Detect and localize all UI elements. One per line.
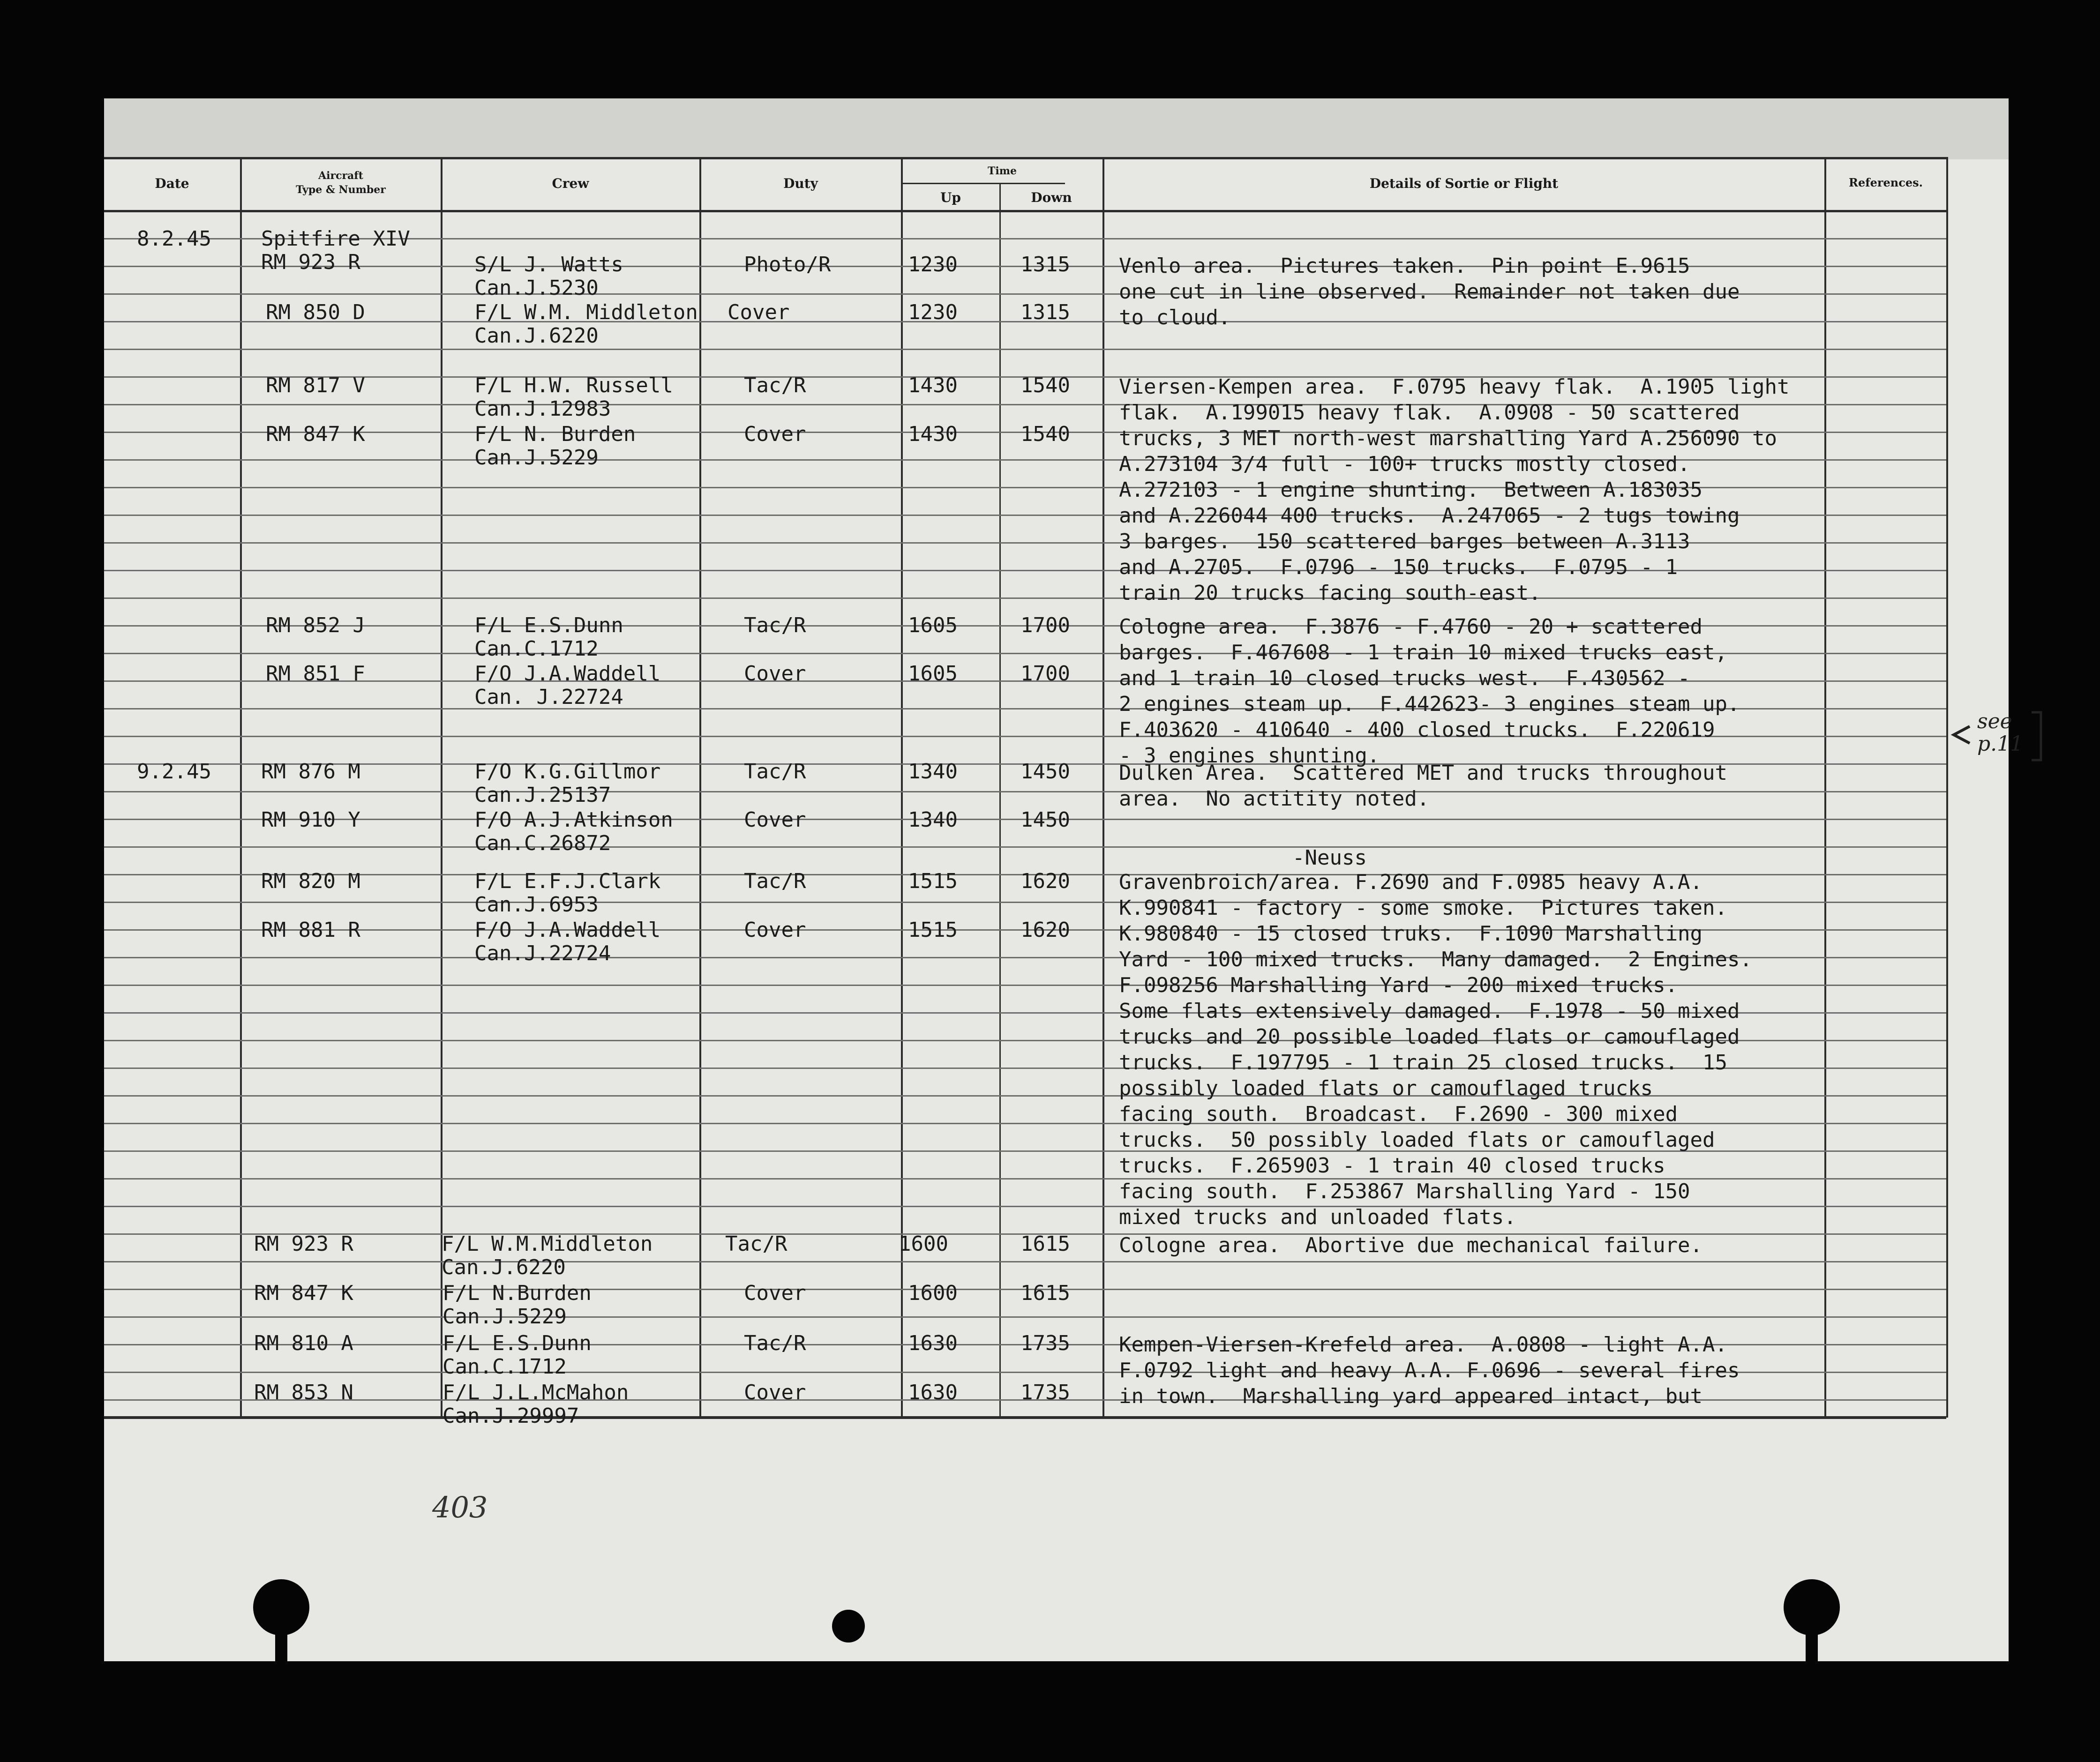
bottom-rule <box>104 1416 1946 1419</box>
punch-hole-slot <box>1806 1626 1818 1664</box>
crew-cell: F/L J.L.McMahon Can.J.29997 <box>442 1381 629 1428</box>
crew-cell: F/L H.W. Russell Can.J.12983 <box>474 373 673 421</box>
duty-cell: Cover <box>744 422 806 446</box>
sortie-details: Kempen-Viersen-Krefeld area. A.0808 - light A.A. F.0792 light and heavy A.A. F.0696 - several fires in town. Marshalling yard appeared intact, but <box>1119 1333 1740 1408</box>
aircraft-cell: RM 850 D <box>266 300 365 324</box>
time-down-cell: 1450 <box>1020 760 1070 784</box>
duty-cell: Tac/R <box>744 869 806 893</box>
record-sheet <box>104 98 2024 1661</box>
col-line-up <box>999 183 1001 1418</box>
duty-cell: Cover <box>728 300 790 324</box>
time-up-cell: 1340 <box>908 760 958 784</box>
col-line-aircraft <box>441 157 442 1418</box>
time-down-cell: 1735 <box>1020 1331 1070 1355</box>
punch-hole-slot <box>275 1626 287 1664</box>
ruled-line <box>104 1316 1946 1318</box>
aircraft-cell: RM 876 M <box>261 760 360 784</box>
header-down: Down <box>1031 190 1072 205</box>
header-band <box>104 98 2009 159</box>
time-up-cell: 1230 <box>908 253 958 276</box>
crew-cell: F/O J.A.Waddell Can.J.22724 <box>474 918 661 965</box>
sortie-details: Cologne area. Abortive due mechanical failure. <box>1119 1233 1703 1257</box>
top-rule <box>104 157 1946 159</box>
time-down-cell: 1615 <box>1020 1232 1070 1256</box>
aircraft-cell: RM 810 A <box>254 1331 353 1355</box>
ruled-line <box>104 349 1946 350</box>
header-duty: Duty <box>783 176 818 191</box>
header-details: Details of Sortie or Flight <box>1369 176 1559 191</box>
aircraft-cell: RM 847 K <box>266 422 365 446</box>
date-cell: 8.2.45 <box>137 227 211 251</box>
crew-cell: S/L J. Watts Can.J.5230 <box>474 253 623 300</box>
col-line-date <box>240 157 242 1418</box>
aircraft-cell: RM 851 F <box>266 662 365 686</box>
time-split-rule <box>901 183 1065 184</box>
time-up-cell: 1515 <box>908 918 958 942</box>
header-aircraft: Aircraft Type & Number <box>296 170 386 196</box>
time-up-cell: 1340 <box>908 808 958 832</box>
crew-cell: F/L E.F.J.Clark Can.J.6953 <box>474 869 661 917</box>
header-bottom-rule <box>104 210 1946 212</box>
date-cell: 9.2.45 <box>137 760 211 784</box>
aircraft-cell: RM 910 Y <box>261 808 360 832</box>
crew-cell: F/O K.G.Gillmor Can.J.25137 <box>474 760 661 807</box>
time-up-cell: 1600 <box>899 1232 948 1256</box>
header-time: Time <box>987 165 1017 177</box>
crew-cell: F/L N. Burden Can.J.5229 <box>474 422 636 470</box>
time-down-cell: 1620 <box>1020 918 1070 942</box>
aircraft-cell: RM 881 R <box>261 918 360 942</box>
time-up-cell: 1600 <box>908 1281 958 1305</box>
duty-cell: Tac/R <box>744 760 806 784</box>
aircraft-cell: RM 820 M <box>261 869 360 893</box>
time-down-cell: 1620 <box>1020 869 1070 893</box>
page-number: 403 <box>432 1490 488 1524</box>
duty-cell: Tac/R <box>744 1331 806 1355</box>
duty-cell: Tac/R <box>725 1232 788 1256</box>
sortie-details: Gravenbroich/area. F.2690 and F.0985 heavy A.A. K.990841 - factory - some smoke. Pictures taken. K.980840 - 15 closed truks. F.1090 Marshalling Yard - 100 mixed trucks. Many damaged. 2 Engines. F.098256 Marshalling Yard - 200 mixed trucks. Some flats extensively damaged. F.1978 - 50 mixed trucks and 20 possible loaded flats or camouflaged trucks. F.197795 - 1 train 25 closed trucks. 15 possibly loaded flats or camouflaged trucks facing south. Broadcast. F.2690 - 300 mixed trucks. 50 possibly loaded flats or camouflaged trucks. F.265903 - 1 train 40 closed trucks facing south. F.253867 Marshalling Yard - 150 mixed trucks and unloaded flats. <box>1119 870 1753 1229</box>
duty-cell: Cover <box>744 1381 806 1404</box>
crew-cell: F/L E.S.Dunn Can.C.1712 <box>474 613 623 661</box>
aircraft-cell: RM 817 V <box>266 373 365 397</box>
crew-cell: F/O A.J.Atkinson Can.C.26872 <box>474 808 673 855</box>
sortie-details: Cologne area. F.3876 - F.4760 - 20 + scattered barges. F.467608 - 1 train 10 mixed trucks east, and 1 train 10 closed trucks west. F.430562 - 2 engines steam up. F.442623- 3 engines steam up. F.403620 - 410640 - 400 closed trucks. F.220619 - 3 engines shunting. <box>1119 615 1740 768</box>
inserted-word-note: -Neuss <box>1292 846 1367 870</box>
col-line-down <box>1102 157 1104 1418</box>
duty-cell: Cover <box>744 808 806 832</box>
sortie-details: Viersen-Kempen area. F.0795 heavy flak. A.1905 light flak. A.199015 heavy flak. A.0908 - 50 scattered trucks, 3 MET north-west marshalling Yard A.256090 to A.273104 3/4 full - 100+ trucks mostly closed. A.272103 - 1 engine shunting. Between A.183035 and A.226044 400 trucks. A.247065 - 2 tugs towing 3 barges. 150 scattered barges between A.3113 and A.2705. F.0796 - 150 trucks. F.0795 - 1 train 20 trucks facing south-east. <box>1119 375 1790 605</box>
crew-cell: F/O J.A.Waddell Can. J.22724 <box>474 662 661 709</box>
aircraft-cell: RM 853 N <box>254 1381 353 1404</box>
time-down-cell: 1540 <box>1020 422 1070 446</box>
crew-cell: F/L W.M.Middleton Can.J.6220 <box>442 1232 653 1279</box>
margin-reference-note <box>1951 708 2049 764</box>
margin-reference-text: see p.11 <box>1977 709 2024 756</box>
crew-cell: F/L E.S.Dunn Can.C.1712 <box>442 1331 592 1379</box>
time-down-cell: 1315 <box>1020 253 1070 276</box>
time-up-cell: 1630 <box>908 1331 958 1355</box>
ruled-line <box>104 1261 1946 1262</box>
duty-cell: Photo/R <box>744 253 831 276</box>
header-crew: Crew <box>552 176 589 191</box>
time-up-cell: 1430 <box>908 422 958 446</box>
aircraft-cell: RM 852 J <box>266 613 365 637</box>
time-up-cell: 1630 <box>908 1381 958 1404</box>
sortie-details: Dulken Area. Scattered MET and trucks throughout area. No actitity noted. <box>1119 761 1728 811</box>
time-down-cell: 1700 <box>1020 662 1070 686</box>
header-references: References. <box>1849 176 1923 189</box>
header-date: Date <box>155 176 189 191</box>
col-line-crew <box>699 157 701 1418</box>
sortie-details: Venlo area. Pictures taken. Pin point E.9615 one cut in line observed. Remainder not taken due to cloud. <box>1119 254 1740 329</box>
time-down-cell: 1315 <box>1020 300 1070 324</box>
time-down-cell: 1540 <box>1020 373 1070 397</box>
time-down-cell: 1450 <box>1020 808 1070 832</box>
duty-cell: Cover <box>744 918 806 942</box>
duty-cell: Cover <box>744 1281 806 1305</box>
crew-cell: F/L W.M. Middleton Can.J.6220 <box>474 300 698 348</box>
ruled-line <box>104 846 1946 848</box>
aircraft-cell: RM 923 R <box>254 1232 353 1256</box>
duty-cell: Tac/R <box>744 613 806 637</box>
time-down-cell: 1700 <box>1020 613 1070 637</box>
aircraft-cell: Spitfire XIV RM 923 R <box>261 227 410 274</box>
header-up: Up <box>940 190 961 205</box>
time-down-cell: 1615 <box>1020 1281 1070 1305</box>
duty-cell: Tac/R <box>744 373 806 397</box>
time-down-cell: 1735 <box>1020 1381 1070 1404</box>
time-up-cell: 1430 <box>908 373 958 397</box>
time-up-cell: 1515 <box>908 869 958 893</box>
time-up-cell: 1605 <box>908 613 958 637</box>
col-line-duty <box>901 157 903 1418</box>
aircraft-cell: RM 847 K <box>254 1281 353 1305</box>
crew-cell: F/L N.Burden Can.J.5229 <box>442 1281 592 1329</box>
punch-hole <box>832 1610 865 1643</box>
time-up-cell: 1605 <box>908 662 958 686</box>
time-up-cell: 1230 <box>908 300 958 324</box>
duty-cell: Cover <box>744 662 806 686</box>
